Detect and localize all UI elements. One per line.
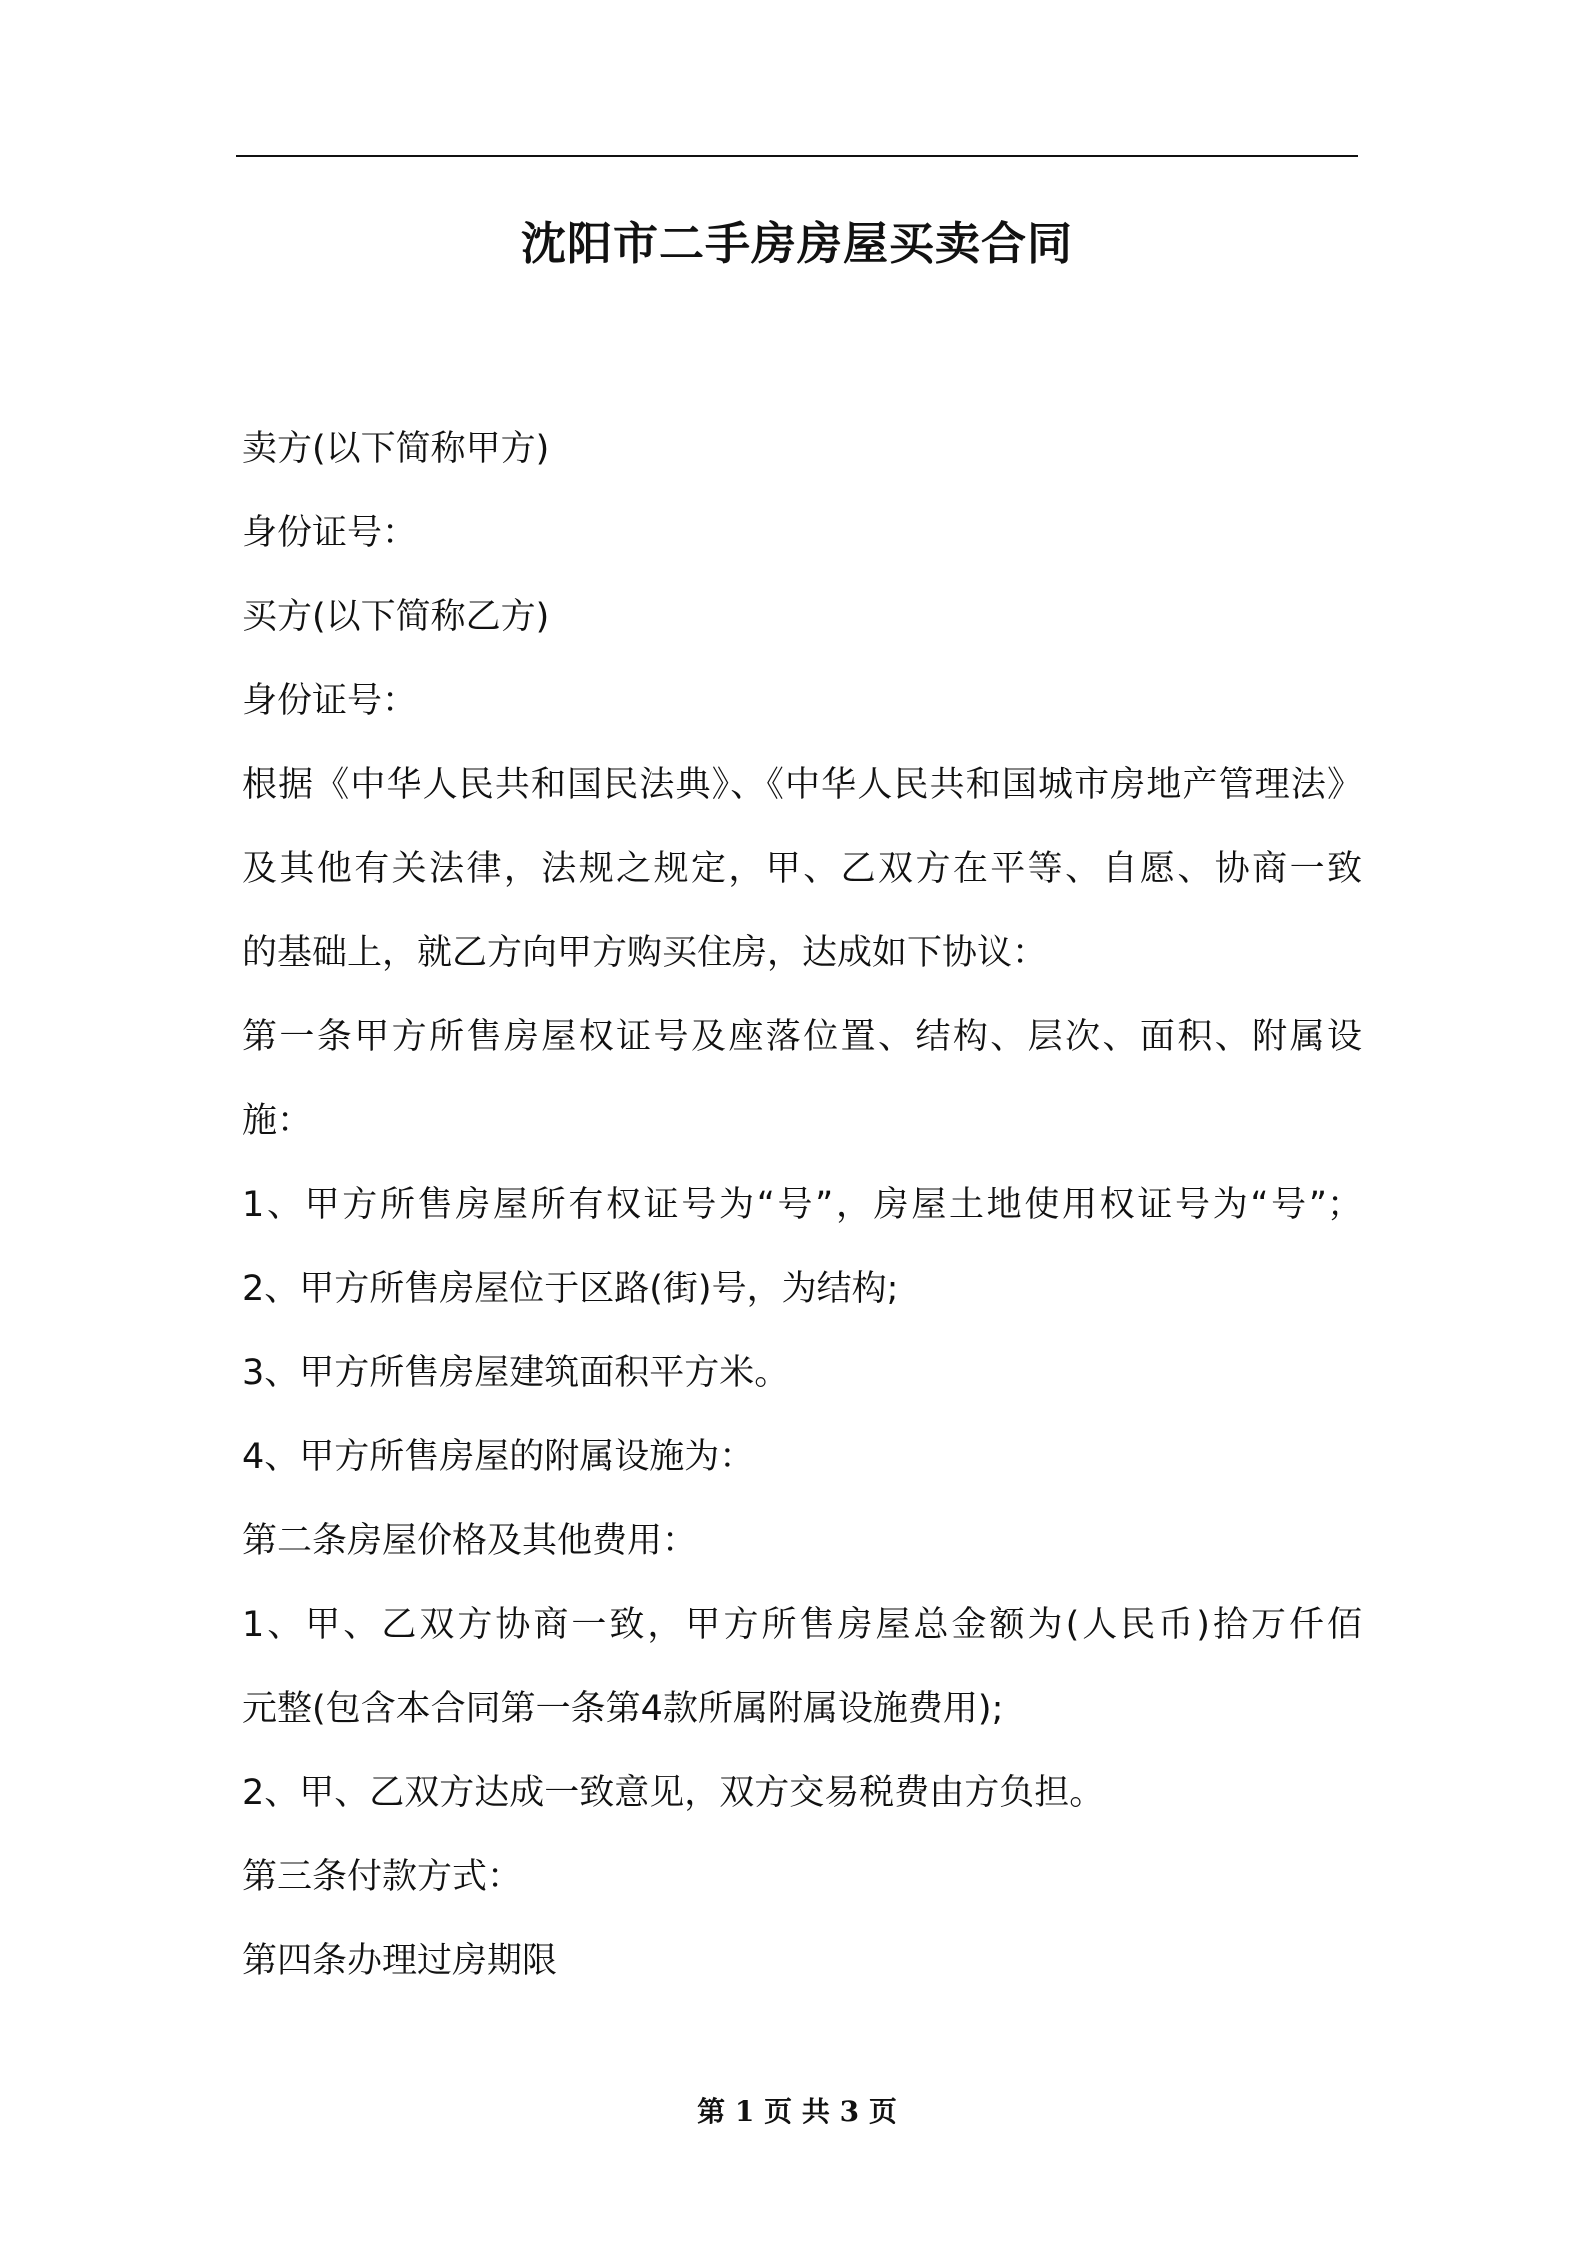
article-2-clause-2: 2、甲、乙双方达成一致意见，双方交易税费由方负担。	[242, 1773, 1105, 1813]
article-1-clause-3: 3、甲方所售房屋建筑面积平方米。	[242, 1353, 790, 1393]
seller-id-line: 身份证号：	[242, 513, 418, 553]
contract-body	[242, 407, 1362, 2003]
preamble-line-1: 根据《中华人民共和国民法典》、《中华人民共和国城市房地产管理法》	[242, 765, 1362, 805]
article-1-clause-1: 1、甲方所售房屋所有权证号为“号”，房屋土地使用权证号为“号”；	[242, 1185, 1362, 1225]
article-2-heading: 第二条房屋价格及其他费用：	[242, 1521, 698, 1561]
header-rule	[236, 155, 1358, 157]
seller-line: 卖方(以下简称甲方)	[242, 429, 550, 469]
article-4-heading: 第四条办理过房期限	[242, 1941, 558, 1981]
article-1-clause-4: 4、甲方所售房屋的附属设施为：	[242, 1437, 755, 1477]
article-1-heading-cont: 施：	[242, 1101, 313, 1141]
document-title: 沈阳市二手房房屋买卖合同	[520, 217, 1073, 270]
article-3-heading: 第三条付款方式：	[242, 1857, 523, 1897]
article-2-clause-1: 1、甲、乙双方协商一致，甲方所售房屋总金额为(人民币)拾万仟佰	[242, 1605, 1362, 1645]
article-1-heading: 第一条甲方所售房屋权证号及座落位置、结构、层次、面积、附属设	[242, 1017, 1362, 1057]
preamble-line-2: 及其他有关法律，法规之规定，甲、乙双方在平等、自愿、协商一致	[242, 849, 1362, 889]
buyer-line: 买方(以下简称乙方)	[242, 597, 550, 637]
buyer-id-line: 身份证号：	[242, 681, 418, 721]
page-number-footer: 第 1 页 共 3 页	[697, 2095, 897, 2128]
preamble-line-3: 的基础上，就乙方向甲方购买住房，达成如下协议：	[242, 933, 1048, 973]
article-2-clause-1-cont: 元整(包含本合同第一条第4款所属附属设施费用);	[242, 1689, 1004, 1729]
article-1-clause-2: 2、甲方所售房屋位于区路(街)号，为结构;	[242, 1269, 899, 1309]
